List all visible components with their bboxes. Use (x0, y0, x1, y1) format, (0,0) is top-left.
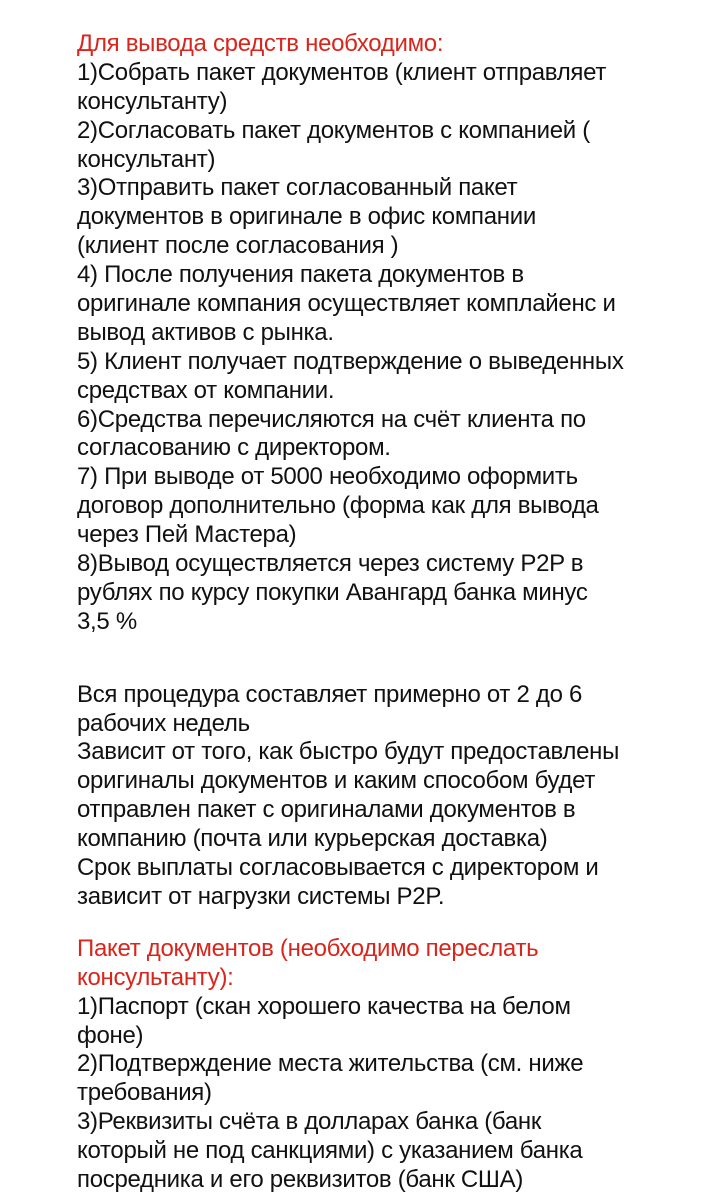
text-line: Пакет документов (необходимо переслать (77, 934, 539, 962)
text-line: 6)Средства перечисляются на счёт клиента по (77, 405, 586, 433)
text-line: через Пей Мастера) (77, 521, 297, 549)
text-line: оригинале компания осуществляет комплайенс и (77, 290, 616, 318)
text-line: Зависит от того, как быстро будут предоставлены (77, 738, 620, 766)
text-line: (клиент после согласования ) (77, 232, 399, 260)
spacer (77, 912, 719, 935)
withdrawal-heading (77, 30, 719, 59)
text-line: 3,5 % (77, 607, 137, 635)
text-line: консультант) (77, 145, 216, 173)
text-line: 7) При выводе от 5000 необходимо оформить (77, 463, 578, 491)
text-line: 2)Подтверждение места жительства (см. ниже (77, 1050, 584, 1078)
spacer (77, 637, 719, 681)
text-line: отправлен пакет с оригиналами документов в (77, 796, 576, 824)
text-line: фоне) (77, 1021, 144, 1049)
text-line: 1)Собрать пакет документов (клиент отправляет (77, 58, 607, 86)
text-line: посредника и его реквизитов (банк США) (77, 1165, 524, 1193)
text-line: зависит от нагрузки системы P2P. (77, 882, 445, 910)
text-line: рабочих недель (77, 709, 250, 737)
text-line: средствах от компании. (77, 376, 335, 404)
text-line: Для вывода средств необходимо: (77, 30, 444, 57)
withdrawal-steps (77, 59, 719, 637)
text-line: компанию (почта или курьерская доставка) (77, 825, 548, 853)
documents-heading (77, 935, 719, 993)
text-line: 4) После получения пакета документов в (77, 261, 524, 289)
text-line: консультанту) (77, 87, 228, 115)
text-line: оригиналы документов и каким способом будет (77, 767, 596, 795)
text-line: договор дополнительно (форма как для вывода (77, 492, 599, 520)
text-line: вывод активов с рынка. (77, 318, 334, 346)
text-line: 5) Клиент получает подтверждение о выведенных (77, 347, 624, 375)
text-line: Вся процедура составляет примерно от 2 до 6 (77, 680, 583, 708)
text-line: 3)Реквизиты счёта в долларах банка (банк (77, 1108, 542, 1136)
text-line: который не под санкциями) с указанием банка (77, 1137, 583, 1165)
text-line: 2)Согласовать пакет документов с компанией ( (77, 116, 590, 144)
text-line: 1)Паспорт (скан хорошего качества на белом (77, 992, 571, 1020)
documents-list (77, 993, 719, 1195)
text-line: документов в оригинале в офис компании (77, 203, 536, 231)
text-line: требования) (77, 1079, 212, 1107)
text-line: 8)Вывод осуществляется через систему P2P в (77, 550, 584, 578)
text-line: рублях по курсу покупки Авангард банка минус (77, 578, 588, 606)
text-line: 3)Отправить пакет согласованный пакет (77, 174, 518, 202)
procedure-duration-text (77, 681, 719, 912)
text-line: консультанту): (77, 963, 234, 991)
text-line: Срок выплаты согласовывается с директором и (77, 854, 599, 882)
document (77, 30, 719, 1195)
text-line: согласованию с директором. (77, 434, 391, 462)
